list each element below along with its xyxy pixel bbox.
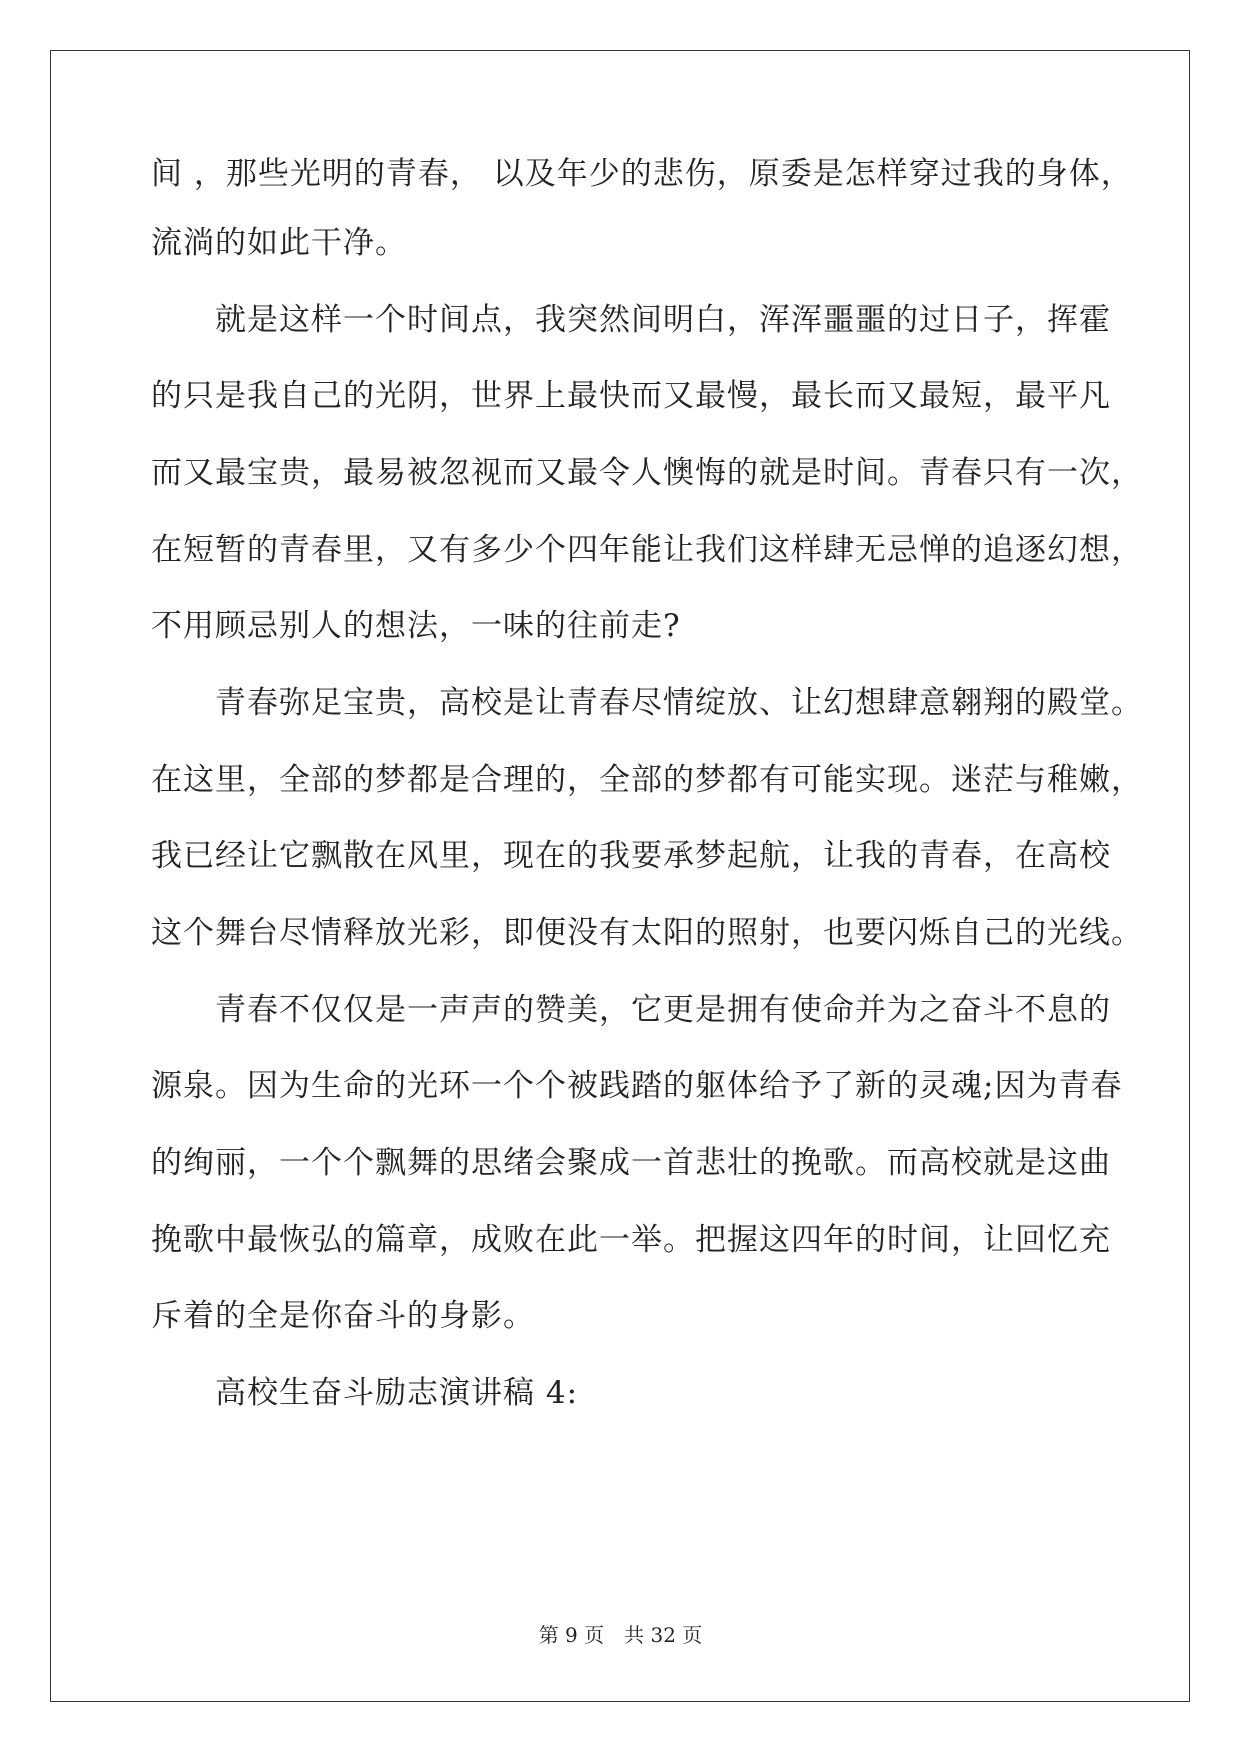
paragraph-start-line: 青春不仅仅是一声声的赞美，它更是拥有使命并为之奋斗不息的 bbox=[215, 992, 1111, 1028]
text-line: 流淌的如此干净。 bbox=[151, 225, 407, 261]
text-line: 间 ，那些光明的青春， 以及年少的悲伤，原委是怎样穿过我的身体， bbox=[151, 156, 1133, 192]
page-number-footer: 第 9 页 共 32 页 bbox=[538, 1623, 703, 1647]
text-line: 源泉。因为生命的光环一个个被践踏的躯体给予了新的灵魂;因为青春 bbox=[151, 1068, 1123, 1104]
section-heading: 高校生奋斗励志演讲稿 4: bbox=[215, 1375, 579, 1411]
text-line: 这个舞台尽情释放光彩，即便没有太阳的照射，也要闪烁自己的光线。 bbox=[151, 915, 1143, 951]
text-line: 不用顾忌别人的想法，一味的往前走? bbox=[151, 608, 681, 644]
paragraph-start-line: 就是这样一个时间点，我突然间明白，浑浑噩噩的过日子，挥霍 bbox=[215, 302, 1111, 338]
text-line: 的绚丽，一个个飘舞的思绪会聚成一首悲壮的挽歌。而高校就是这曲 bbox=[151, 1145, 1111, 1181]
text-line: 的只是我自己的光阴，世界上最快而又最慢，最长而又最短，最平凡 bbox=[151, 378, 1111, 414]
text-line: 而又最宝贵，最易被忽视而又最令人懊悔的就是时间。青春只有一次， bbox=[151, 455, 1143, 491]
page-border bbox=[50, 50, 1190, 1702]
paragraph-start-line: 青春弥足宝贵，高校是让青春尽情绽放、让幻想肆意翱翔的殿堂。 bbox=[215, 685, 1143, 721]
text-line: 在短暂的青春里，又有多少个四年能让我们这样肆无忌惮的追逐幻想， bbox=[151, 532, 1143, 568]
text-line: 挽歌中最恢弘的篇章，成败在此一举。把握这四年的时间，让回忆充 bbox=[151, 1222, 1111, 1258]
text-line: 我已经让它飘散在风里，现在的我要承梦起航，让我的青春，在高校 bbox=[151, 838, 1111, 874]
text-line: 斥着的全是你奋斗的身影。 bbox=[151, 1298, 535, 1334]
text-line: 在这里，全部的梦都是合理的，全部的梦都有可能实现。迷茫与稚嫩， bbox=[151, 762, 1143, 798]
